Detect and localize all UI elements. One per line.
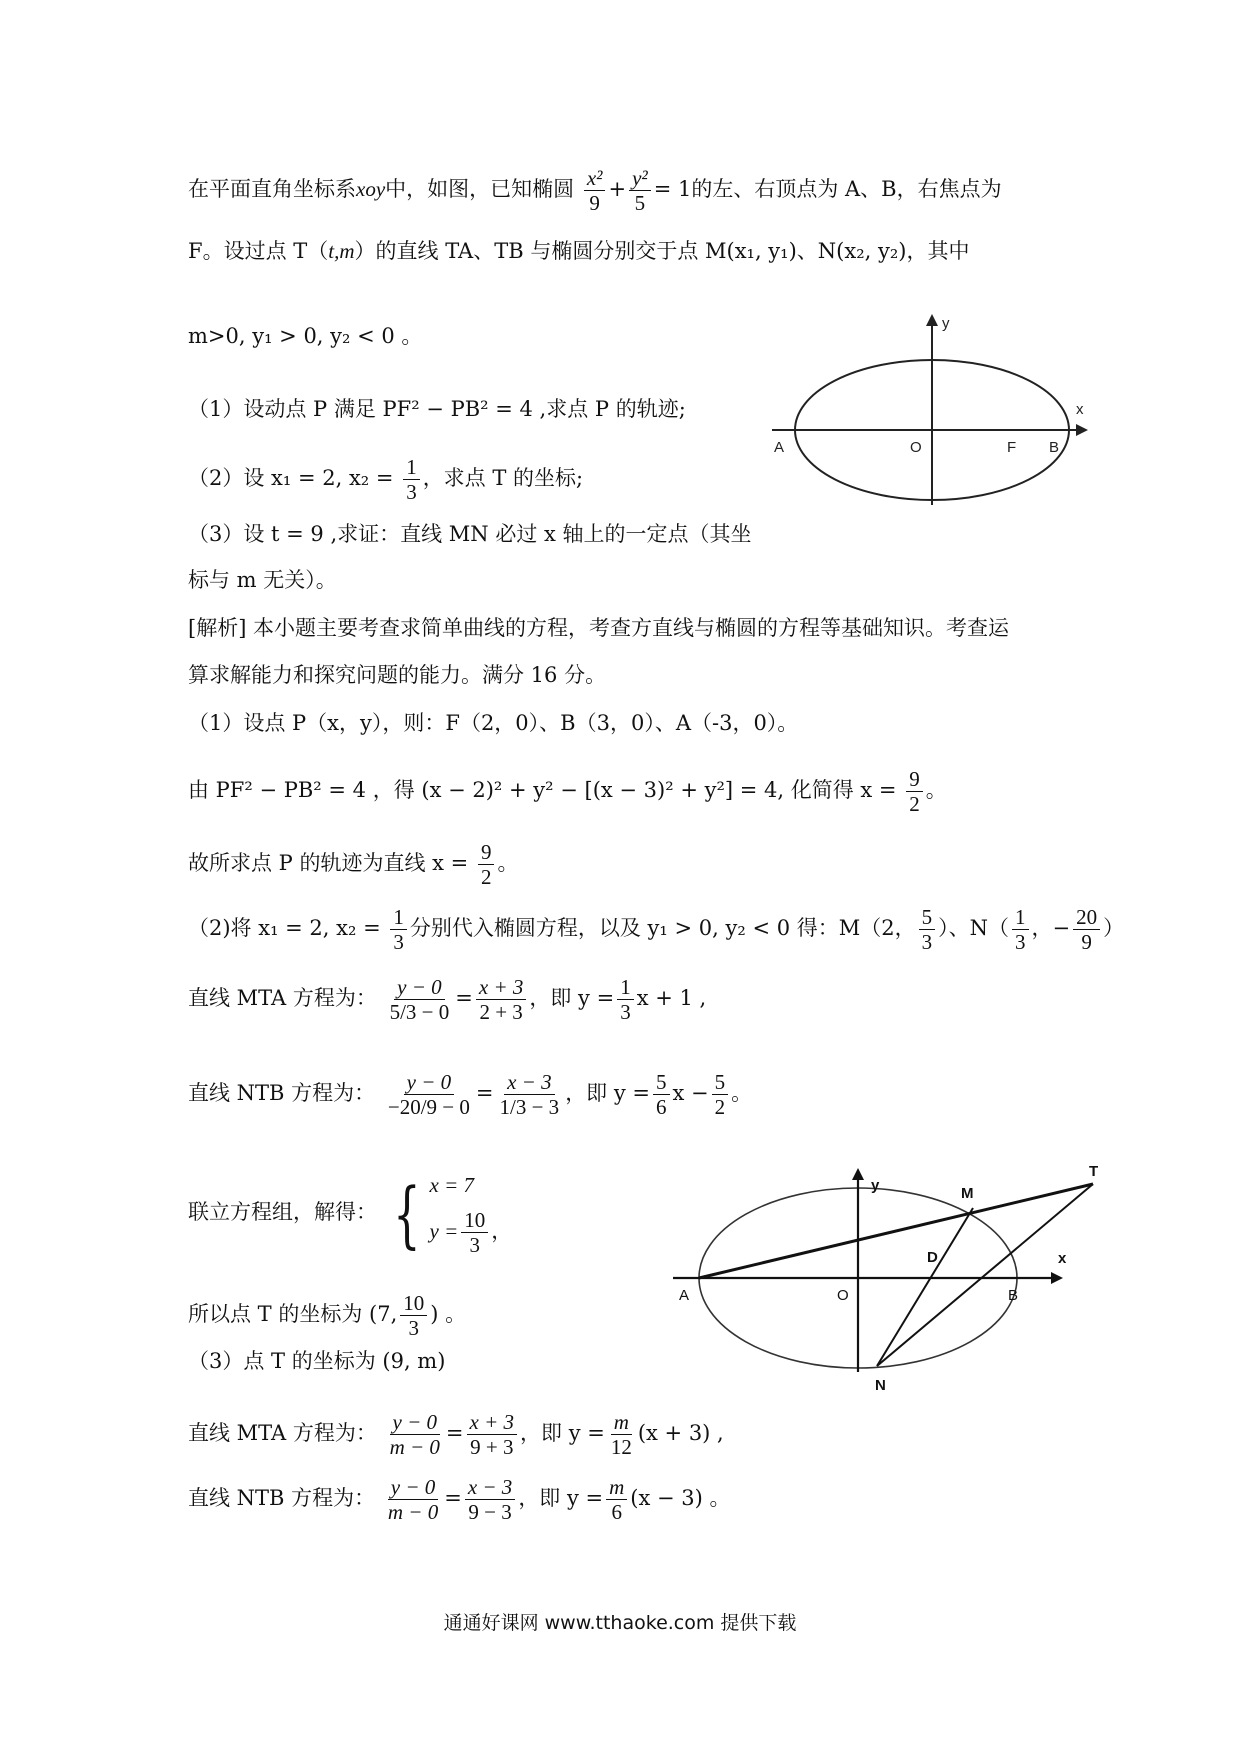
num: y − 0 <box>388 1475 439 1500</box>
question-3a: （3）设 t = 9 ,求证：直线 MN 必过 x 轴上的一定点（其坐 <box>188 522 752 546</box>
frac-1-3 <box>390 905 407 954</box>
ellipse-frac-y <box>629 166 651 215</box>
text: = <box>445 1421 464 1445</box>
label-o: O <box>910 439 922 456</box>
text: 的左、右顶点为 A、B，右焦点为 <box>691 177 1002 201</box>
num: m <box>606 1475 627 1500</box>
text: 故所求点 P 的轨迹为直线 x = <box>188 851 469 875</box>
text: 直线 MTA 方程为： <box>188 986 377 1010</box>
label-f: F <box>1007 439 1017 456</box>
num: 1 <box>1012 905 1029 930</box>
text: ，求点 T 的坐标; <box>422 466 584 490</box>
den: 3 <box>406 480 417 504</box>
frac-1-3 <box>403 455 420 504</box>
solution-line-10 <box>188 1291 466 1340</box>
num: 10 <box>461 1208 488 1233</box>
num: 10 <box>400 1291 427 1316</box>
frac-mta-4 <box>467 1410 518 1459</box>
den: 3 <box>408 1316 420 1340</box>
text: 。 <box>925 778 947 802</box>
math-xoy: xoy <box>356 177 386 201</box>
footer: 通通好课网 www.tthaoke.com 提供下载 <box>443 1612 797 1634</box>
question-2 <box>188 455 583 504</box>
den: 3 <box>921 930 933 954</box>
den: 2 <box>909 792 920 816</box>
den: m − 0 <box>389 1435 440 1459</box>
num: x² <box>584 166 606 191</box>
num: 5 <box>653 1070 670 1095</box>
num: x − 3 <box>465 1475 516 1500</box>
text: 中，如图，已知椭圆 <box>385 177 575 201</box>
label-b: B <box>1008 1287 1019 1304</box>
label-d: D <box>927 1249 938 1266</box>
solution-line-12 <box>188 1410 724 1459</box>
label-o: O <box>837 1287 849 1304</box>
solution-line-2: 算求解能力和探究问题的能力。满分 16 分。 <box>188 663 607 687</box>
num: y − 0 <box>404 1070 455 1095</box>
text: = <box>444 1486 462 1510</box>
frac-ntb-4 <box>465 1475 516 1524</box>
text: y = <box>429 1219 459 1243</box>
den: 3 <box>393 930 404 954</box>
den: m − 0 <box>387 1500 439 1524</box>
text: 联立方程组，解得： <box>188 1200 377 1224</box>
x-arrow-icon <box>1051 1272 1063 1284</box>
frac-mta <box>387 975 453 1024</box>
num: 9 <box>906 767 923 792</box>
label-n: N <box>875 1377 886 1394</box>
num: 9 <box>478 840 495 865</box>
label-y: y <box>942 315 950 332</box>
den: 2 + 3 <box>479 1000 523 1024</box>
solution-line-1: [解析] 本小题主要考查求简单曲线的方程，考查方直线与椭圆的方程等基础知识。考查运 <box>188 616 1010 640</box>
text: 直线 MTA 方程为： <box>188 1421 377 1445</box>
text: ， <box>491 1219 513 1243</box>
frac-9-2 <box>906 767 923 816</box>
text: 直线 NTB 方程为： <box>188 1081 376 1105</box>
frac-5-3 <box>919 905 936 954</box>
label-x: x <box>1076 401 1084 418</box>
solution-line-3: （1）设点 P（x，y），则：F（2，0）、B（3，0）、A（-3，0）。 <box>188 711 799 735</box>
den: 2 <box>480 865 492 889</box>
text: x + 1 , <box>636 986 707 1010</box>
den: 9 <box>589 191 600 215</box>
system-row-1: x = 7 <box>429 1173 474 1197</box>
num: m <box>611 1410 632 1435</box>
den: 6 <box>656 1095 667 1119</box>
solution-line-11: （3）点 T 的坐标为 (9, m) <box>188 1349 446 1373</box>
text: ）、N（ <box>938 916 1009 940</box>
den: 5 <box>634 191 646 215</box>
num: 20 <box>1073 905 1100 930</box>
ellipse-eq-tail: = 1 <box>653 177 692 201</box>
problem-line-2 <box>188 236 969 266</box>
solution-line-4 <box>188 767 947 816</box>
text: 在平面直角坐标系 <box>188 177 356 201</box>
text: (x − 3) 。 <box>630 1486 731 1510</box>
frac-mta-3 <box>387 1410 443 1459</box>
frac-m-12 <box>608 1410 635 1459</box>
text: = <box>455 986 473 1010</box>
text: 。 <box>497 851 519 875</box>
frac-10-3 <box>400 1291 427 1340</box>
den: 2 <box>714 1095 726 1119</box>
num: 1 <box>403 455 420 480</box>
den: −20/9 − 0 <box>387 1095 470 1119</box>
frac-ntb-3 <box>385 1475 441 1524</box>
solution-line-7 <box>188 975 706 1024</box>
solution-line-9 <box>188 1170 512 1257</box>
text: ，即 y = <box>518 1486 604 1510</box>
den: 3 <box>469 1233 480 1257</box>
brace-icon: { <box>392 1171 421 1256</box>
text: x − <box>672 1081 709 1105</box>
system-row-2 <box>430 1208 513 1257</box>
equation-system <box>384 1170 513 1257</box>
num: 5 <box>919 905 936 930</box>
num: y² <box>629 166 651 191</box>
text: ，即 y = <box>529 986 615 1010</box>
label-y: y <box>871 1177 880 1194</box>
label-a: A <box>679 1287 690 1304</box>
frac-ntb <box>385 1070 473 1119</box>
den: 6 <box>611 1500 622 1524</box>
frac-10-3 <box>461 1208 488 1257</box>
num: x − 3 <box>504 1070 555 1095</box>
frac-5-2 <box>712 1070 729 1119</box>
text: F。设过点 T（ <box>188 239 329 263</box>
question-1: （1）设动点 P 满足 PF² − PB² = 4 ,求点 P 的轨迹; <box>188 397 686 421</box>
frac-9-2 <box>478 840 495 889</box>
frac-m-6 <box>606 1475 627 1524</box>
text: = <box>475 1081 494 1105</box>
math-tm: t,m <box>328 239 355 263</box>
solution-line-13 <box>188 1475 731 1524</box>
x-arrow-icon <box>1076 424 1088 436</box>
problem-line-3: m>0, y₁ > 0, y₂ < 0 。 <box>188 324 423 348</box>
ellipse-frac-x <box>584 166 606 215</box>
frac-5-6 <box>653 1070 670 1119</box>
y-arrow-icon <box>852 1168 864 1180</box>
num: y − 0 <box>390 1410 441 1435</box>
num: x + 3 <box>467 1410 518 1435</box>
den: 9 <box>1081 930 1092 954</box>
problem-line-1: 在平面直角坐标系xoy中，如图，已知椭圆 $\frac{\text{x²}}{9}$ + $\frac{\text{y²}}{5}$ = 1的左、右顶点为 A、B，右焦点为 <box>188 166 1002 215</box>
solution-line-8 <box>188 1070 752 1119</box>
num: y − 0 <box>394 975 445 1000</box>
label-m: M <box>961 1185 974 1202</box>
text: ） <box>1103 916 1125 940</box>
text: （2)将 x₁ = 2, x₂ = <box>188 916 381 940</box>
frac-1-3 <box>617 975 634 1024</box>
text: ，即 y = <box>520 1421 605 1445</box>
frac-mta-2 <box>476 975 527 1024</box>
num: 1 <box>617 975 634 1000</box>
text: (x + 3) , <box>637 1421 724 1445</box>
label-b: B <box>1049 439 1060 456</box>
den: 3 <box>1015 930 1026 954</box>
text: ，即 y = <box>565 1081 650 1105</box>
text: ，− <box>1031 916 1071 940</box>
label-x: x <box>1058 1250 1067 1267</box>
y-arrow-icon <box>926 314 938 326</box>
text: 由 PF² − PB² = 4 ，得 (x − 2)² + y² − [(x − 3)² + y²] = 4, 化简得 x = <box>188 778 897 802</box>
label-t: T <box>1089 1163 1099 1180</box>
num: 1 <box>390 905 407 930</box>
den: 9 − 3 <box>468 1500 512 1524</box>
figure-2-ellipse-lines <box>665 1150 1145 1410</box>
label-a: A <box>774 439 785 456</box>
text: 。 <box>731 1081 753 1105</box>
den: 9 + 3 <box>470 1435 514 1459</box>
frac-20-9 <box>1073 905 1100 954</box>
figure-1-ellipse <box>760 310 1100 510</box>
num: x + 3 <box>476 975 527 1000</box>
text: 所以点 T 的坐标为 (7, <box>188 1302 398 1326</box>
num: 5 <box>712 1070 729 1095</box>
frac-ntb-2 <box>497 1070 563 1119</box>
text: 分别代入椭圆方程，以及 y₁ > 0, y₂ < 0 得：M（2， <box>409 916 916 940</box>
den: 1/3 − 3 <box>499 1095 560 1119</box>
frac-1-3 <box>1012 905 1029 954</box>
den: 12 <box>610 1435 632 1459</box>
solution-line-5 <box>188 840 518 889</box>
solution-line-6 <box>188 905 1124 954</box>
text: （2）设 x₁ = 2, x₂ = <box>188 466 394 490</box>
text: ）的直线 TA、TB 与椭圆分别交于点 M(x₁, y₁)、N(x₂, y₂)，其中 <box>354 239 970 263</box>
line-at <box>699 1184 1093 1278</box>
den: 5/3 − 0 <box>389 1000 450 1024</box>
den: 3 <box>620 1000 631 1024</box>
question-3b: 标与 m 无关）。 <box>188 568 337 592</box>
text: ) 。 <box>430 1302 467 1326</box>
text: 直线 NTB 方程为： <box>188 1486 376 1510</box>
